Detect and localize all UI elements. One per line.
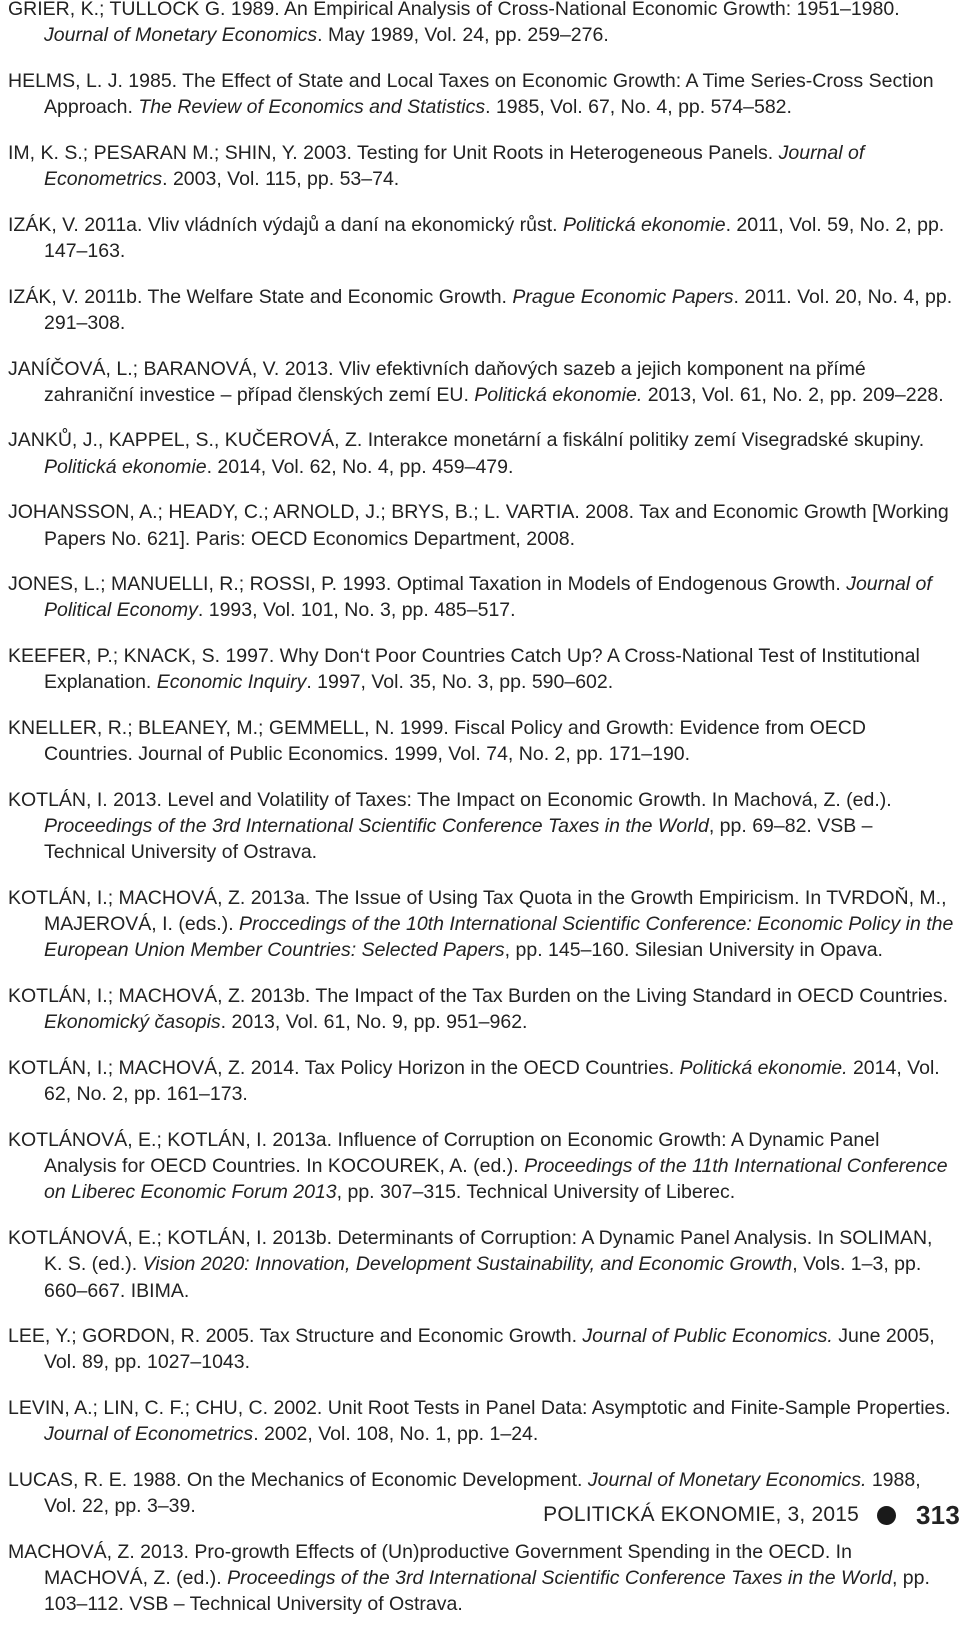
reference-entry: IZÁK, V. 2011a. Vliv vládních výdajů a daní na ekonomický růst. Politická ekonomie. 2011, Vol. 59, No. 2, pp. 147–163. [8, 213, 945, 262]
reference-entry: KOTLÁNOVÁ, E.; KOTLÁN, I. 2013b. Determinants of Corruption: A Dynamic Panel Analysis. In SOLIMAN, K. S. (ed.). Vision 2020: Innovation, Development Sustainability, and Economic Growth, Vols. 1–3, pp. 660–667. IBIMA. [8, 1227, 933, 1302]
reference-entry: JANÍČOVÁ, L.; BARANOVÁ, V. 2013. Vliv efektivních daňových sazeb a jejich komponent na přímé zahraniční investice – případ členských zemí EU. Politická ekonomie. 2013, Vol. 61, No. 2, pp. 209–228. [8, 357, 944, 406]
reference-entry: LUCAS, R. E. 1988. On the Mechanics of Economic Development. Journal of Monetary Economics. 1988, Vol. 22, pp. 3–39. [8, 1469, 921, 1518]
reference-title-italic: Journal of Political Economy [44, 573, 932, 622]
reference-entry: JONES, L.; MANUELLI, R.; ROSSI, P. 1993. Optimal Taxation in Models of Endogenous Growth. Journal of Political Economy. 1993, Vol. 101, No. 3, pp. 485–517. [8, 573, 932, 622]
reference-title-italic: Proceedings of the 11th International Conference on Liberec Economic Forum 2013 [44, 1155, 948, 1204]
reference-entry: KOTLÁN, I.; MACHOVÁ, Z. 2014. Tax Policy Horizon in the OECD Countries. Politická ekonomie. 2014, Vol. 62, No. 2, pp. 161–173. [8, 1057, 940, 1106]
reference-title-italic: Politická ekonomie [562, 213, 726, 236]
page-number: 313 [916, 1499, 960, 1530]
reference-entry: IM, K. S.; PESARAN M.; SHIN, Y. 2003. Testing for Unit Roots in Heterogeneous Panels. Journal of Econometrics. 2003, Vol. 115, pp. 53–74. [8, 141, 865, 191]
reference-title-italic: Politická ekonomie. [474, 383, 643, 406]
reference-title-italic: Proceedings of the 3rd International Scientific Conference Taxes in the World [44, 815, 709, 838]
reference-entry: GRIER, K.; TULLOCK G. 1989. An Empirical Analysis of Cross-National Economic Growth: 1951–1980. Journal of Monetary Economics. May 1989, Vol. 24, pp. 259–276. [8, 0, 900, 47]
reference-entry: KOTLÁN, I.; MACHOVÁ, Z. 2013a. The Issue of Using Tax Quota in the Growth Empiricism. In TVRDOŇ, M., MAJEROVÁ, I. (eds.). Proccedings of the 10th International Scientific Conference: Economic Policy in the European Union Member Countries: Selected Papers, pp. 145–160. Silesian University in Opava. [8, 887, 954, 962]
reference-entry: KOTLÁN, I.; MACHOVÁ, Z. 2013b. The Impact of the Tax Burden on the Living Standard in OECD Countries. Ekonomický časopis. 2013, Vol. 61, No. 9, pp. 951–962. [8, 985, 949, 1034]
reference-entry: JANKŮ, J., KAPPEL, S., KUČEROVÁ, Z. Interakce monetární a fiskální politiky zemí Visegradské skupiny. Politická ekonomie. 2014, Vol. 62, No. 4, pp. 459–479. [8, 429, 925, 478]
reference-title-italic: Journal of Econometrics [44, 141, 865, 191]
reference-entry: MACHOVÁ, Z. 2013. Pro-growth Effects of (Un)productive Government Spending in the OECD. In MACHOVÁ, Z. (ed.). Proceedings of the 3rd International Scientific Conference Taxes in the World, pp. 103–112. VSB – Technical University of Ostrava. [8, 1540, 930, 1616]
page-footer [543, 1499, 960, 1531]
reference-entry: LEE, Y.; GORDON, R. 2005. Tax Structure and Economic Growth. Journal of Public Economics. June 2005, Vol. 89, pp. 1027–1043. [8, 1325, 935, 1374]
reference-title-italic: Proccedings of the 10th International Scientific Conference: Economic Policy in the European Union Member Countries: Selected Papers [44, 913, 954, 962]
reference-entry: IZÁK, V. 2011b. The Welfare State and Economic Growth. Prague Economic Papers. 2011. Vol. 20, No. 4, pp. 291–308. [8, 285, 953, 334]
reference-title-italic: Journal of Monetary Economics [44, 24, 318, 47]
reference-title-italic: Politická ekonomie [44, 455, 207, 478]
reference-entry: JOHANSSON, A.; HEADY, C.; ARNOLD, J.; BRYS, B.; L. VARTIA. 2008. Tax and Economic Growth [Working Papers No. 621]. Paris: OECD Economics Department, 2008. [8, 501, 949, 550]
reference-title-italic: Journal of Monetary Economics. [587, 1469, 867, 1492]
reference-title-italic: Prague Economic Papers [512, 285, 734, 308]
reference-entry: HELMS, L. J. 1985. The Effect of State and Local Taxes on Economic Growth: A Time Series-Cross Section Approach. The Review of Economics and Statistics. 1985, Vol. 67, No. 4, pp. 574–582. [8, 69, 934, 119]
reference-entry: LEVIN, A.; LIN, C. F.; CHU, C. 2002. Unit Root Tests in Panel Data: Asymptotic and Finite-Sample Properties. Journal of Econometrics. 2002, Vol. 108, No. 1, pp. 1–24. [8, 1397, 951, 1446]
reference-title-italic: Journal of Econometrics [44, 1423, 254, 1446]
reference-entry: KOTLÁN, I. 2013. Level and Volatility of Taxes: The Impact on Economic Growth. In Machová, Z. (ed.). Proceedings of the 3rd International Scientific Conference Taxes in the World, pp. 69–82. VSB – Technical University of Ostrava. [8, 788, 892, 864]
reference-title-italic: Politická ekonomie. [679, 1057, 848, 1080]
reference-title-italic: Economic Inquiry [156, 671, 307, 694]
reference-title-italic: Proceedings of the 3rd International Scientific Conference Taxes in the World [227, 1567, 892, 1590]
reference-title-italic: Vision 2020: Innovation, Development Sustainability, and Economic Growth [142, 1253, 793, 1276]
reference-entry: KEEFER, P.; KNACK, S. 1997. Why Don‘t Poor Countries Catch Up? A Cross-National Test of Institutional Explanation. Economic Inquiry. 1997, Vol. 35, No. 3, pp. 590–602. [8, 645, 920, 694]
reference-entry: KNELLER, R.; BLEANEY, M.; GEMMELL, N. 1999. Fiscal Policy and Growth: Evidence from OECD Countries. Journal of Public Economics. 1999, Vol. 74, No. 2, pp. 171–190. [8, 717, 866, 766]
reference-title-italic: The Review of Economics and Statistics [138, 96, 486, 119]
reference-title-italic: Journal of Public Economics. [582, 1325, 833, 1348]
reference-list [8, 0, 956, 1625]
reference-entry: KOTLÁNOVÁ, E.; KOTLÁN, I. 2013a. Influence of Corruption on Economic Growth: A Dynamic Panel Analysis for OECD Countries. In KOCOUREK, A. (ed.). Proceedings of the 11th International Conference on Liberec Economic Forum 2013, pp. 307–315. Technical University of Liberec. [8, 1129, 948, 1204]
reference-title-italic: Ekonomický časopis [44, 1011, 221, 1034]
footer-journal: POLITICKÁ EKONOMIE, 3, 2015 [543, 1503, 860, 1526]
bullet-icon [877, 1506, 896, 1525]
